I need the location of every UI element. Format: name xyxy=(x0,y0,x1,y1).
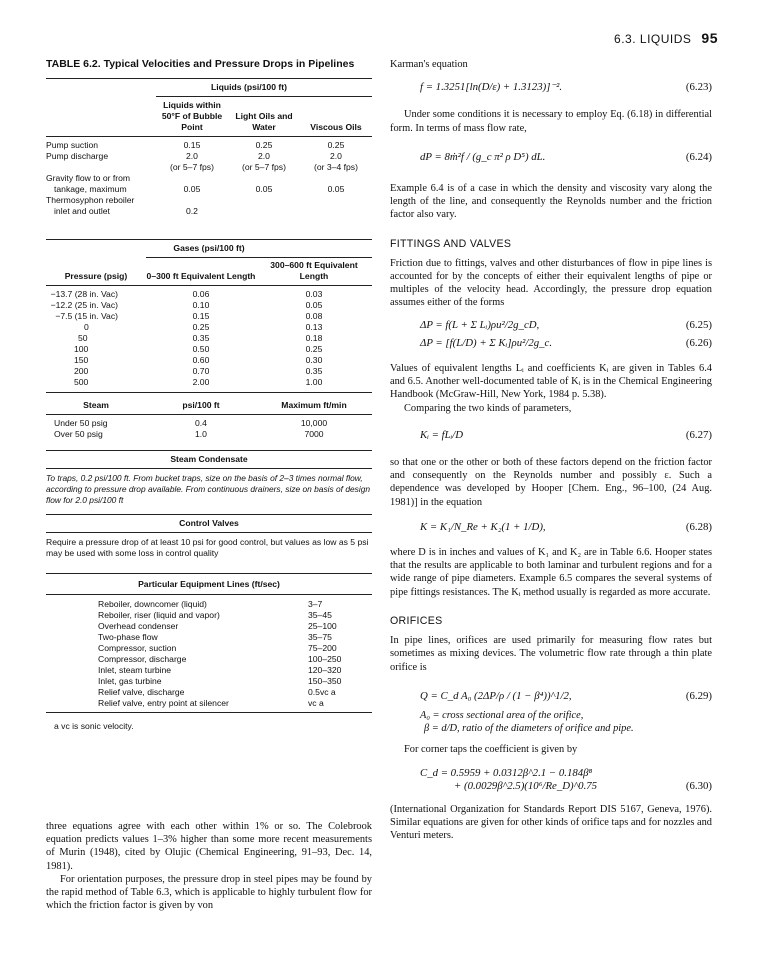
paragraph: Example 6.4 is of a case in which the density and viscosity vary along the length of the line, and consequently the Reynolds number and the friction factor also vary. xyxy=(390,183,712,221)
table-row: −12.2 (25 in. Vac) 0.10 0.05 xyxy=(50,300,323,310)
table-row: Compressor, suction 75–200 xyxy=(98,643,337,653)
equation-6-23: f = 1.3251[ln(D/ε) + 1.3123)]⁻². (6.23) xyxy=(420,81,712,94)
table-row: Thermosyphon reboiler xyxy=(46,195,135,205)
table-6-2 xyxy=(46,58,372,731)
liquids-table xyxy=(46,97,372,217)
table-row: Overhead condenser 25–100 xyxy=(98,621,337,631)
table-row: inlet and outlet 0.2 xyxy=(54,206,198,216)
table-row: Reboiler, downcomer (liquid) 3–7 xyxy=(98,599,323,609)
table-row: 100 0.50 0.25 xyxy=(74,344,323,354)
paragraph: Comparing the two kinds of parameters, xyxy=(404,402,572,414)
equation-6-26: ΔP = [f(L/D) + Σ Kᵢ]ρu²/2g_c. (6.26) xyxy=(420,336,712,349)
condensate-heading: Steam Condensate xyxy=(170,454,248,464)
paragraph: Karman's equation xyxy=(390,59,468,70)
condensate-text: To traps, 0.2 psi/100 ft. From bucket traps, size on the basis of 2–3 times normal flow, according to pressure drop available. From continuous drainers, size on basis of design flow for 2.0 psi/100 ft xyxy=(46,473,371,505)
table-row: Pump discharge 2.0 2.0 2.0 xyxy=(46,151,342,161)
table-row: Reboiler, riser (liquid and vapor) 35–45 xyxy=(98,610,332,620)
liquids-col-header: Light Oils and Water xyxy=(235,111,293,132)
paragraph: (International Organization for Standards Report DIS 5167, Geneva, 1976). Similar equations are given for other kinds of orifice taps and for nozzles and Venturi meters. xyxy=(390,803,712,842)
liquids-col-header: Liquids within 50°F of Bubble Point xyxy=(161,100,223,132)
gases-table: Pressure (psig) 0–300 ft Equivalent Length 300–600 ft Equivalent Length −13.7 (28 in. Vac) 0.06 0.03 −12.2 (25 in. Vac) 0.10 0.05 −7.5 (15 in. Vac) 0.15 0.08 0 0.25 0.13 50 0.35 0.18 100 0.50 0.25 150 0.60 0.30 200 0.70 0.35 500 2.00 1.00 xyxy=(46,258,372,388)
liquids-group-heading: Liquids (psi/100 ft) xyxy=(211,82,287,92)
table-footnote: a vc is sonic velocity. xyxy=(54,721,134,731)
table-row: 500 2.00 1.00 xyxy=(74,377,323,387)
table-row: (or 5–7 fps) (or 5–7 fps) (or 3–4 fps) xyxy=(170,162,358,172)
equation-6-29: Q = C_d A₀ (2ΔP/ρ / (1 − β⁴))^1/2, (6.29) xyxy=(420,689,712,702)
table-row: Inlet, gas turbine 150–350 xyxy=(98,676,342,686)
paragraph: where D is in inches and values of K₁ and K₂ are in Table 6.6. Hooper states that the results are applicable to both laminar and turbulent regions and for a wide range of pipe diameters. Example 6.5 compares the several systems of pipe fittings resistances. The Kᵢ method usually is regarded as more accurate. xyxy=(390,547,712,598)
equation-6-30-cont: + (0.0029β^2.5)(10⁶/Re_D)^0.75 (6.30) xyxy=(454,779,712,792)
paragraph: Values of equivalent lengths Lᵢ and coefficients Kᵢ are given in Tables 6.4 and 6.5. Another well-documented table of Kᵢ is in the Chemical Engineering Handbook (McGraw-Hill, New York, 1984 p. 5.38). xyxy=(390,363,712,401)
paragraph: three equations agree with each other within 1% or so. The Colebrook equation predicts values 1–3% higher than some more recent measurements of Murin (1948), cited by Olujic (Chemical Engineering, 91–93, Dec. 14, 1981). xyxy=(46,821,372,872)
equipment-heading: Particular Equipment Lines (ft/sec) xyxy=(138,579,280,589)
paragraph: In pipe lines, orifices are used primarily for measuring flow rates but sometimes as mixing devices. The volumetric flow rate through a thin plate orifice is xyxy=(390,635,712,673)
table-row: Over 50 psig 1.0 7000 xyxy=(54,429,324,439)
steam-table: Steam psi/100 ft Maximum ft/min Under 50 psig 0.4 10,000 Over 50 psig 1.0 7000 xyxy=(46,393,372,440)
table-row: Relief valve, discharge 0.5vc a xyxy=(98,687,336,697)
table-row: 200 0.70 0.35 xyxy=(74,366,323,376)
equation-6-28: K = K₁/N_Re + K₂(1 + 1/D), (6.28) xyxy=(420,520,712,533)
table-row: Compressor, discharge 100–250 xyxy=(98,654,342,664)
section-heading: ORIFICES xyxy=(390,614,443,627)
table-row: Pump suction 0.15 0.25 0.25 xyxy=(46,140,345,150)
table-row: −13.7 (28 in. Vac) 0.06 0.03 xyxy=(50,289,323,299)
definition: A₀ = cross sectional area of the orifice, xyxy=(420,709,584,721)
equipment-table xyxy=(46,599,372,709)
table-row: −7.5 (15 in. Vac) 0.15 0.08 xyxy=(55,311,323,321)
equation-6-27: Kᵢ = fLᵢ/D (6.27) xyxy=(420,428,712,441)
equation-6-24: dP = 8ṁ²f / (g_c π² ρ D⁵) dL. (6.24) xyxy=(420,150,712,163)
section-title: 6.3. LIQUIDS xyxy=(614,32,692,46)
paragraph: For orientation purposes, the pressure drop in steel pipes may be found by the rapid method of Table 6.3, which is applicable to highly turbulent flow for which the friction factor is given by von xyxy=(46,873,372,912)
running-header xyxy=(614,30,718,46)
paragraph: Under some conditions it is necessary to employ Eq. (6.18) in differential form. In terms of mass flow rate, xyxy=(390,109,712,134)
table-row: Gravity flow to or from xyxy=(46,173,131,183)
table-row: 50 0.35 0.18 xyxy=(78,333,323,343)
equation-6-30: C_d = 0.5959 + 0.0312β^2.1 − 0.184β⁸ xyxy=(420,766,593,779)
equation-6-25: ΔP = f(L + Σ Lᵢ)ρu²/2g_cD, (6.25) xyxy=(420,318,712,331)
table-row: Relief valve, entry point at silencer vc a xyxy=(98,698,324,708)
paragraph: Friction due to fittings, valves and other disturbances of flow in pipe lines is accounted for by the concepts of either their equivalent lengths of pipe or multiples of the velocity head. Accordingly, the pressure drop equation assumes either of the forms xyxy=(390,257,712,309)
paragraph: so that one or the other or both of these factors depend on the friction factor and consequently on the Reynolds number and possibly ε. Such a dependence was developed by Hooper [Chem. Eng., 96–100, (24 Aug. 1981)] in the equation xyxy=(390,457,712,508)
table-row: Two-phase flow 35–75 xyxy=(98,632,332,642)
table-caption: TABLE 6.2. Typical Velocities and Pressure Drops in Pipelines xyxy=(46,58,355,70)
section-heading: FITTINGS AND VALVES xyxy=(390,237,512,250)
control-valves-text: Require a pressure drop of at least 10 psi for good control, but values as low as 5 psi may be used with some loss in control quality xyxy=(46,537,369,558)
table-row: Under 50 psig 0.4 10,000 xyxy=(54,418,328,428)
definition: β = d/D, ratio of the diameters of orifice and pipe. xyxy=(424,723,634,735)
left-body-text xyxy=(46,820,372,912)
table-row: 150 0.60 0.30 xyxy=(74,355,323,365)
liquids-col-header: Viscous Oils xyxy=(310,122,362,132)
control-valves-heading: Control Valves xyxy=(179,518,239,528)
table-row: Inlet, steam turbine 120–320 xyxy=(98,665,342,675)
right-column xyxy=(390,58,712,843)
table-row: tankage, maximum 0.05 0.05 0.05 xyxy=(54,184,345,194)
paragraph: For corner taps the coefficient is given by xyxy=(404,744,578,756)
gases-group-heading: Gases (psi/100 ft) xyxy=(173,243,245,253)
table-row: 0 0.25 0.13 xyxy=(84,322,323,332)
page-number: 95 xyxy=(701,30,718,46)
